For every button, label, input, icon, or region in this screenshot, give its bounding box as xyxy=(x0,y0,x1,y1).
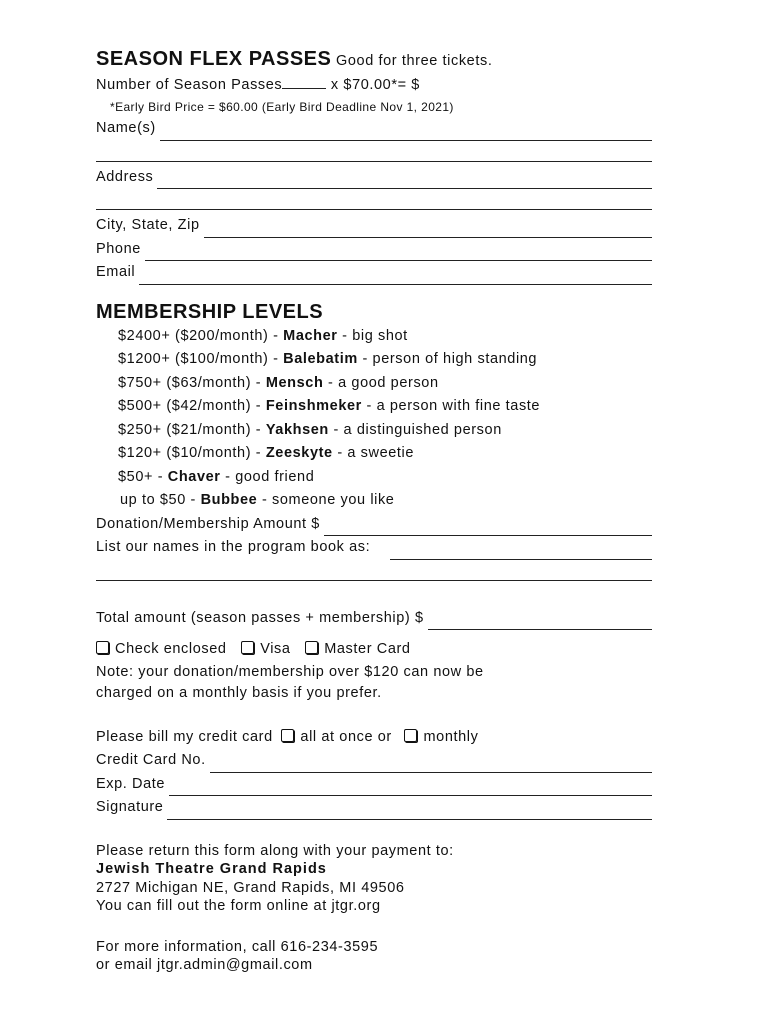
membership-level xyxy=(96,395,652,419)
level-name: Bubbee xyxy=(200,492,258,508)
program-input-2[interactable] xyxy=(96,564,652,581)
season-number-label: Number of Season Passes xyxy=(96,76,283,93)
membership-title: MEMBERSHIP LEVELS xyxy=(96,300,324,323)
level-name: Feinshmeker xyxy=(265,398,362,414)
sig-row xyxy=(96,796,652,820)
monthly-checkbox-icon[interactable] xyxy=(404,729,417,742)
level-desc: - good friend xyxy=(220,468,315,485)
checkbox-icon[interactable] xyxy=(305,641,318,654)
level-price: $750+ ($63/month) - xyxy=(118,374,266,391)
phone-label: Phone xyxy=(96,240,141,257)
payment-method-row xyxy=(96,638,652,662)
level-desc: - someone you like xyxy=(257,492,395,508)
info-text: For more information, call 616-234-3595 xyxy=(96,938,379,955)
level-desc: - a sweetie xyxy=(332,445,415,461)
level-price: $1200+ ($100/month) - xyxy=(118,351,284,367)
level-desc: - big shot xyxy=(337,327,408,344)
program-label: List our names in the program book as: xyxy=(96,539,371,555)
payment-note-2: charged on a monthly basis if you prefer. xyxy=(96,684,382,701)
mastercard-label: Master Card xyxy=(324,641,411,657)
sig-label: Signature xyxy=(96,799,164,815)
names-row xyxy=(96,117,652,141)
bill-row xyxy=(96,726,652,750)
season-price-text: x $70.00*= $ xyxy=(330,76,420,93)
level-desc: - a distinguished person xyxy=(328,421,502,438)
program-input[interactable] xyxy=(390,543,652,560)
season-number-input[interactable] xyxy=(282,87,326,89)
level-name: Mensch xyxy=(265,374,324,391)
bill-label: Please bill my credit card xyxy=(96,728,273,745)
amount-input[interactable] xyxy=(324,519,652,536)
sig-input[interactable] xyxy=(167,803,652,820)
cc-input[interactable] xyxy=(210,756,652,773)
total-input[interactable] xyxy=(428,613,652,630)
exp-label: Exp. Date xyxy=(96,775,166,792)
city-row xyxy=(96,214,652,238)
checkbox-icon[interactable] xyxy=(241,641,254,654)
address-label: Address xyxy=(96,168,154,185)
phone-row xyxy=(96,238,652,262)
total-row xyxy=(96,607,652,631)
city-label: City, State, Zip xyxy=(96,217,200,233)
exp-row xyxy=(96,773,652,797)
check-label: Check enclosed xyxy=(115,641,227,657)
level-name: Chaver xyxy=(167,468,221,485)
program-row xyxy=(96,536,652,560)
amount-row xyxy=(96,513,652,537)
level-price: $50+ - xyxy=(118,468,168,485)
phone-input[interactable] xyxy=(145,244,652,261)
level-name: Yakhsen xyxy=(265,421,329,438)
return-text: Please return this form along with your payment to: xyxy=(96,842,454,859)
org-address: 2727 Michigan NE, Grand Rapids, MI 49506 xyxy=(96,879,405,896)
payment-note-1: Note: your donation/membership over $120 can now be xyxy=(96,663,484,680)
membership-level xyxy=(96,466,652,490)
names-input[interactable] xyxy=(160,124,652,141)
level-desc: - a person with fine taste xyxy=(361,398,541,414)
membership-level xyxy=(96,489,652,513)
all-once-checkbox-icon[interactable] xyxy=(281,729,294,742)
level-name: Balebatim xyxy=(283,351,358,367)
order-form xyxy=(96,48,652,975)
city-input[interactable] xyxy=(204,221,652,238)
membership-level xyxy=(96,348,652,372)
season-subtitle: Good for three tickets. xyxy=(336,53,493,69)
level-price: $250+ ($21/month) - xyxy=(118,421,266,438)
monthly-label: monthly xyxy=(423,728,479,745)
level-price: up to $50 - xyxy=(120,492,201,508)
season-title: SEASON FLEX PASSES xyxy=(96,48,332,70)
level-price: $2400+ ($200/month) - xyxy=(118,327,284,344)
address-row xyxy=(96,166,652,190)
check-option[interactable] xyxy=(96,641,227,657)
address-input[interactable] xyxy=(157,172,652,189)
email-text: or email jtgr.admin@gmail.com xyxy=(96,957,313,973)
level-name: Zeeskyte xyxy=(265,445,333,461)
total-label: Total amount (season passes + membership) $ xyxy=(96,609,424,626)
email-input[interactable] xyxy=(139,268,652,285)
amount-label: Donation/Membership Amount $ xyxy=(96,515,320,532)
mastercard-option[interactable] xyxy=(305,641,410,657)
cc-row xyxy=(96,749,652,773)
org-name: Jewish Theatre Grand Rapids xyxy=(96,861,327,877)
season-number-row xyxy=(96,74,652,98)
email-row xyxy=(96,261,652,285)
cc-label: Credit Card No. xyxy=(96,752,206,768)
season-heading xyxy=(96,48,652,74)
all-once-label: all at once or xyxy=(300,728,392,745)
membership-level xyxy=(96,372,652,396)
level-price: $500+ ($42/month) - xyxy=(118,398,266,414)
online-text: You can fill out the form online at jtgr.org xyxy=(96,898,381,914)
visa-label: Visa xyxy=(260,641,291,657)
early-bird-note: *Early Bird Price = $60.00 (Early Bird Deadline Nov 1, 2021) xyxy=(110,100,454,114)
level-price: $120+ ($10/month) - xyxy=(118,445,266,461)
membership-level xyxy=(96,325,652,349)
checkbox-icon[interactable] xyxy=(96,641,109,654)
names-input-2[interactable] xyxy=(96,145,652,162)
level-desc: - a good person xyxy=(323,374,439,391)
visa-option[interactable] xyxy=(241,641,290,657)
membership-level xyxy=(96,442,652,466)
address-input-2[interactable] xyxy=(96,193,652,210)
exp-input[interactable] xyxy=(169,779,652,796)
level-desc: - person of high standing xyxy=(357,351,538,367)
membership-level xyxy=(96,419,652,443)
level-name: Macher xyxy=(283,327,338,344)
email-label: Email xyxy=(96,264,136,280)
names-label: Name(s) xyxy=(96,120,156,136)
